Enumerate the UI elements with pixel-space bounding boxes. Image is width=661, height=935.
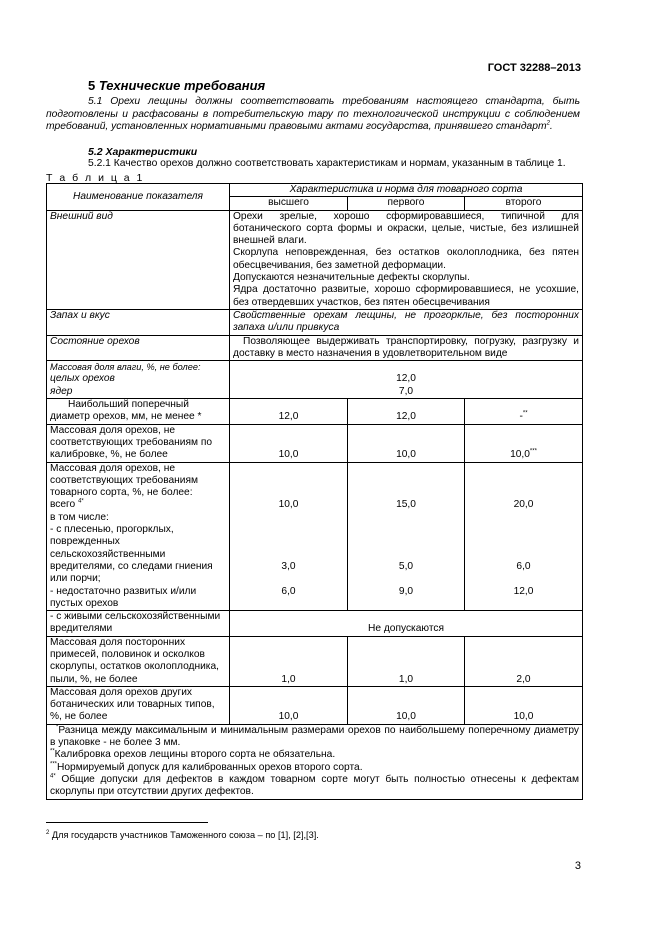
section-title-text: Технические требования bbox=[98, 78, 266, 93]
paragraph-5-2-1: 5.2.1 Качество орехов должно соответствовать характеристикам и нормам, указанным в таблице 1. bbox=[88, 158, 566, 169]
paragraph-5-1: 5.1 Орехи лещины должны соответствовать требованиям настоящего стандарта, быть подготовлены и расфасованы в потребительскую тару по технологической инструкции с соблюдением требований, установленных нормативными правовыми актами государства, принявшего стандарт$^2$. bbox=[46, 96, 580, 133]
table-notes: *Разница между максимальным и минимальным размерами орехов по наибольшему поперечному диаметру в упаковке - не более 3 мм. **Калибровка орехов лещины второго сорта не обязательна. ***Нормируемый допуск для калиброванных орехов второго сорта. $^{4*}$ Общие допуски для дефектов в каждом товарном сорте могут быть полностью отнесены к дефектам скорлупы при отсутствии других дефектов. bbox=[47, 724, 583, 799]
header-grade-highest: высшего bbox=[230, 197, 348, 210]
section-number: 5 bbox=[88, 78, 96, 93]
diameter-highest: 12,0 bbox=[230, 399, 348, 425]
smell-value: Свойственные орехам лещины, не прогорклые, без посторонних запаха и/или привкуса bbox=[230, 309, 583, 335]
table-row-moisture bbox=[47, 361, 583, 399]
impurities-first: 1,0 bbox=[348, 636, 465, 686]
standard-designation: ГОСТ 32288–2013 bbox=[487, 62, 581, 74]
diameter-second: -** bbox=[465, 399, 583, 425]
pests-label: - с живыми сельскохозяйственными вредителями bbox=[47, 611, 230, 637]
moisture-values: 12,0 7,0 bbox=[230, 361, 583, 399]
subsection-5-2-title: 5.2 Характеристики bbox=[88, 146, 198, 158]
table-row-calibration bbox=[47, 424, 583, 462]
diameter-first: 12,0 bbox=[348, 399, 465, 425]
header-grade-group: Характеристика и норма для товарного сорта bbox=[230, 184, 583, 197]
table-row-diameter bbox=[47, 399, 583, 425]
table-caption: Т а б л и ц а 1 bbox=[46, 172, 145, 184]
other-types-label: Массовая доля орехов других ботанических или товарных типов, %, не более bbox=[47, 686, 230, 724]
table-row-pests bbox=[47, 611, 583, 637]
nonconformity-second: 20,0 6,0 12,0 bbox=[465, 462, 583, 611]
moisture-label: Массовая доля влаги, %, не более: целых орехов ядер bbox=[47, 361, 230, 399]
table-notes-row bbox=[47, 724, 583, 799]
table-row-nonconformity bbox=[47, 462, 583, 611]
impurities-second: 2,0 bbox=[465, 636, 583, 686]
table-header-row bbox=[47, 184, 583, 197]
table-row-appearance bbox=[47, 210, 583, 309]
calibration-label: Массовая доля орехов, не соответствующих требованиям по калибровке, %, не более bbox=[47, 424, 230, 462]
calibration-second: 10,0*** bbox=[465, 424, 583, 462]
smell-label: Запах и вкус bbox=[47, 309, 230, 335]
calibration-first: 10,0 bbox=[348, 424, 465, 462]
calibration-highest: 10,0 bbox=[230, 424, 348, 462]
table-row-smell bbox=[47, 309, 583, 335]
nonconformity-label: Массовая доля орехов, не соответствующих требованиям товарного сорта, %, не более: всего $^{4*}$ в том числе: - с плесенью, прогорклых, поврежденных сельскохозяйственными вредителями, со следами гниения или порчи; - недостаточно развитых и/или пустых орехов bbox=[47, 462, 230, 611]
other-types-highest: 10,0 bbox=[230, 686, 348, 724]
pests-value: Не допускаются bbox=[230, 611, 583, 637]
state-value: Позволяющее выдерживать транспортировку, погрузку, разгрузку и доставку в место назначения в удовлетворительном виде bbox=[230, 335, 583, 361]
other-types-first: 10,0 bbox=[348, 686, 465, 724]
appearance-label: Внешний вид bbox=[47, 210, 230, 309]
table-row-state bbox=[47, 335, 583, 361]
section-title bbox=[88, 78, 265, 93]
impurities-label: Массовая доля посторонних примесей, половинок и осколков скорлупы, остатков околоплодника, пыли, %, не более bbox=[47, 636, 230, 686]
header-grade-second: второго bbox=[465, 197, 583, 210]
paragraph-5-1-text: 5.1 Орехи лещины должны соответствовать требованиям настоящего стандарта, быть подготовлены и расфасованы в потребительскую тару по технологической инструкции с соблюдением требований, установленных нормативными правовыми актами государства, принявшего стандарт bbox=[46, 96, 580, 133]
footnote-divider bbox=[46, 822, 208, 823]
table-row-impurities bbox=[47, 636, 583, 686]
nonconformity-highest: 10,0 3,0 6,0 bbox=[230, 462, 348, 611]
header-indicator: Наименование показателя bbox=[47, 184, 230, 211]
other-types-second: 10,0 bbox=[465, 686, 583, 724]
footnote: $^2$ Для государств участников Таможенного союза – по [1], [2],[3]. bbox=[46, 829, 319, 840]
table-row-other-types bbox=[47, 686, 583, 724]
nonconformity-first: 15,0 5,0 9,0 bbox=[348, 462, 465, 611]
page-number: 3 bbox=[574, 860, 581, 872]
impurities-highest: 1,0 bbox=[230, 636, 348, 686]
state-label: Состояние орехов bbox=[47, 335, 230, 361]
footnote-ref: 2 bbox=[546, 120, 550, 127]
requirements-table bbox=[46, 183, 583, 800]
appearance-value: Орехи зрелые, хорошо сформировавшиеся, типичной для ботанического сорта формы и окраски, целые, чистые, без излишней внешней влаги. Скорлупа неповрежденная, без остатков околоплодника, без пятен обесцвечивания, без заметной деформации. Допускаются незначительные дефекты скорлупы. Ядра достаточно развитые, хорошо сформировавшиеся, не усохшие, без отвердевших участков, без пятен обесцвечивания bbox=[230, 210, 583, 309]
header-grade-first: первого bbox=[348, 197, 465, 210]
diameter-label: Наибольший поперечный диаметр орехов, мм, не менее * bbox=[47, 399, 230, 425]
